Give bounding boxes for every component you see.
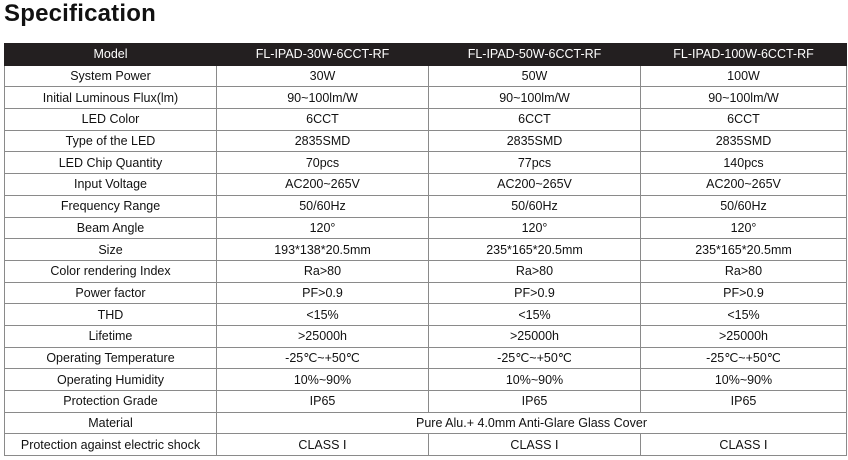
header-model-50w: FL-IPAD-50W-6CCT-RF — [429, 44, 641, 66]
table-cell: 30W — [217, 65, 429, 87]
table-cell: 193*138*20.5mm — [217, 239, 429, 261]
row-label: LED Chip Quantity — [5, 152, 217, 174]
table-cell: -25℃~+50℃ — [429, 347, 641, 369]
row-label: Frequency Range — [5, 195, 217, 217]
page-title: Specification — [4, 0, 156, 27]
table-cell: 10%~90% — [217, 369, 429, 391]
table-cell: PF>0.9 — [641, 282, 847, 304]
table-cell: 2835SMD — [429, 130, 641, 152]
table-cell: 50W — [429, 65, 641, 87]
row-label: Lifetime — [5, 325, 217, 347]
table-cell: 120° — [429, 217, 641, 239]
table-cell: 90~100lm/W — [217, 87, 429, 109]
table-cell: -25℃~+50℃ — [217, 347, 429, 369]
row-label: Input Voltage — [5, 174, 217, 196]
table-row — [5, 282, 847, 304]
table-cell: <15% — [641, 304, 847, 326]
table-row — [5, 347, 847, 369]
table-row — [5, 239, 847, 261]
table-cell: 2835SMD — [217, 130, 429, 152]
table-cell: 50/60Hz — [641, 195, 847, 217]
table-cell: 120° — [641, 217, 847, 239]
header-model: Model — [5, 44, 217, 66]
table-cell: >25000h — [217, 325, 429, 347]
row-label: Type of the LED — [5, 130, 217, 152]
row-label: Material — [5, 412, 217, 434]
table-cell: 50/60Hz — [429, 195, 641, 217]
table-cell: 6CCT — [217, 109, 429, 131]
table-row — [5, 325, 847, 347]
table-row — [5, 434, 847, 456]
row-label: Power factor — [5, 282, 217, 304]
table-cell: 10%~90% — [641, 369, 847, 391]
table-cell: CLASS Ⅰ — [217, 434, 429, 456]
table-row — [5, 304, 847, 326]
table-row — [5, 260, 847, 282]
row-label: Operating Humidity — [5, 369, 217, 391]
table-cell: PF>0.9 — [429, 282, 641, 304]
table-cell: IP65 — [641, 391, 847, 413]
table-row — [5, 87, 847, 109]
row-label: System Power — [5, 65, 217, 87]
table-cell: 140pcs — [641, 152, 847, 174]
table-row — [5, 391, 847, 413]
table-cell: IP65 — [217, 391, 429, 413]
table-body — [5, 65, 847, 455]
table-cell: 235*165*20.5mm — [429, 239, 641, 261]
table-cell: CLASS Ⅰ — [429, 434, 641, 456]
table-cell: Ra>80 — [641, 260, 847, 282]
table-row — [5, 174, 847, 196]
row-label: THD — [5, 304, 217, 326]
row-label: Operating Temperature — [5, 347, 217, 369]
row-label: Size — [5, 239, 217, 261]
table-cell: <15% — [429, 304, 641, 326]
header-row — [5, 44, 847, 66]
row-label: Protection against electric shock — [5, 434, 217, 456]
table-header — [5, 44, 847, 66]
table-cell: PF>0.9 — [217, 282, 429, 304]
table-row — [5, 369, 847, 391]
merged-cell: Pure Alu.+ 4.0mm Anti-Glare Glass Cover — [217, 412, 847, 434]
row-label: Protection Grade — [5, 391, 217, 413]
table-cell: 77pcs — [429, 152, 641, 174]
table-cell: -25℃~+50℃ — [641, 347, 847, 369]
table-cell: Ra>80 — [429, 260, 641, 282]
table-cell: AC200~265V — [641, 174, 847, 196]
table-row — [5, 65, 847, 87]
row-label: LED Color — [5, 109, 217, 131]
table-row — [5, 217, 847, 239]
row-label: Initial Luminous Flux(lm) — [5, 87, 217, 109]
table-row — [5, 412, 847, 434]
table-cell: 2835SMD — [641, 130, 847, 152]
table-row — [5, 195, 847, 217]
table-cell: 10%~90% — [429, 369, 641, 391]
row-label: Beam Angle — [5, 217, 217, 239]
table-cell: 100W — [641, 65, 847, 87]
header-model-100w: FL-IPAD-100W-6CCT-RF — [641, 44, 847, 66]
table-cell: 6CCT — [641, 109, 847, 131]
table-cell: 120° — [217, 217, 429, 239]
table-cell: 235*165*20.5mm — [641, 239, 847, 261]
table-cell: <15% — [217, 304, 429, 326]
spec-table — [4, 43, 847, 456]
table-cell: >25000h — [429, 325, 641, 347]
table-cell: Ra>80 — [217, 260, 429, 282]
header-model-30w: FL-IPAD-30W-6CCT-RF — [217, 44, 429, 66]
table-cell: 50/60Hz — [217, 195, 429, 217]
table-cell: 90~100lm/W — [429, 87, 641, 109]
table-cell: CLASS Ⅰ — [641, 434, 847, 456]
table-row — [5, 152, 847, 174]
row-label: Color rendering Index — [5, 260, 217, 282]
table-cell: 70pcs — [217, 152, 429, 174]
table-cell: >25000h — [641, 325, 847, 347]
table-cell: AC200~265V — [217, 174, 429, 196]
table-row — [5, 109, 847, 131]
table-cell: 90~100lm/W — [641, 87, 847, 109]
table-cell: IP65 — [429, 391, 641, 413]
table-row — [5, 130, 847, 152]
table-cell: AC200~265V — [429, 174, 641, 196]
table-cell: 6CCT — [429, 109, 641, 131]
